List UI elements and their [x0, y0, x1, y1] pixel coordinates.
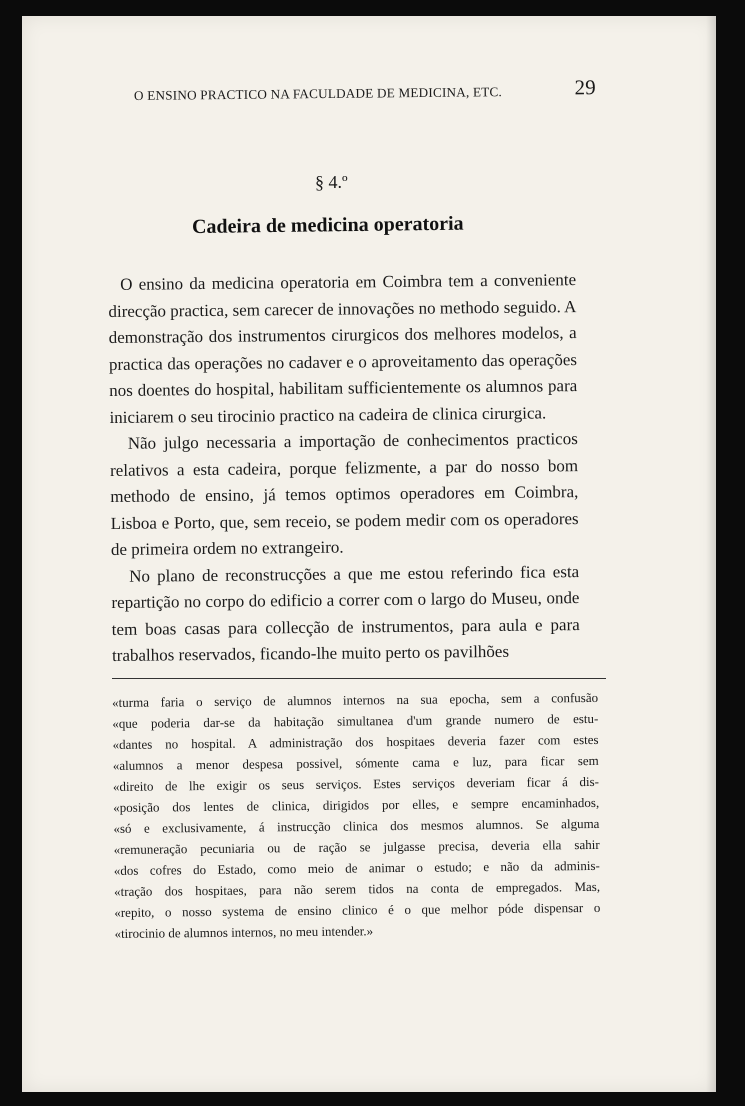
footnote-line: «tirocinio de alumnos internos, no meu intender.»	[114, 923, 374, 941]
section-title: Cadeira de medicina operatoria	[191, 212, 464, 238]
footnote-line: «repito, o nosso systema de ensino clinico é o que melhor póde dispensar o	[114, 899, 601, 920]
page-edge-shadow	[706, 16, 716, 1092]
footnote-line: «posição dos lentes de clinica, dirigidos por elles, e sempre encaminhados,	[113, 794, 600, 815]
footnote-divider	[112, 678, 606, 679]
footnote-line: «remuneração pecuniaria ou de ração se julgasse precisa, deveria ella sahir	[113, 836, 600, 857]
body-text	[108, 267, 580, 669]
section-number: § 4.º	[315, 172, 348, 192]
footnote-line: «tração dos hospitaes, para não serem tidos na conta de empregados. Mas,	[114, 878, 601, 899]
running-title: O ENSINO PRACTICO NA FACULDADE DE MEDICINA, ETC.	[133, 84, 503, 103]
footnote	[112, 687, 601, 944]
book-page	[22, 16, 716, 1092]
paragraph-2: Não julgo necessaria a importação de conhecimentos practicos relativos a esta cadeira, porque felizmente, a par do nosso bom methodo de ensino, já temos optimos operadores em Coimbra, Lisboa e Porto, que, sem receio, se podem medir com os operadores de primeira ordem no extrangeiro.	[109, 429, 579, 559]
footnote-line: «dantes no hospital. A administração dos hospitaes deveria fazer com estes	[112, 731, 599, 752]
footnote-line: «que poderia dar-se da habitação simultanea d'um grande numero de estu-	[112, 710, 599, 731]
footnote-line: «só e exclusivamente, á instrucção clinica dos mesmos alumnos. Se alguma	[113, 815, 600, 836]
running-header	[133, 75, 604, 104]
paragraph-1: O ensino da medicina operatoria em Coimbra tem a conveniente direcção practica, sem carecer de innovações no methodo seguido. A demonstração dos instrumentos cirurgicos dos melhores modelos, a practica das operações no cadaver e o aproveitamento das operações nos doentes do hospital, habilitam sufficientemente os alumnos para iniciarem o seu tirocinio practico na cadeira de clinica cirurgica.	[108, 270, 578, 427]
footnote-line: «dos cofres do Estado, como meio de animar o estudo; e não da adminis-	[113, 857, 600, 878]
paragraph-3: No plano de reconstrucções a que me estou referindo fica esta repartição no corpo do edificio a correr com o largo do Museu, onde tem boas casas para collecção de instrumentos, para aula e para trabalhos reservados, ficando-lhe muito perto os pavilhões	[111, 561, 580, 665]
page-number: 29	[574, 75, 597, 100]
footnote-line: «alumnos a menor despesa possivel, sómente cama e luz, para ficar sem	[112, 752, 599, 773]
footnote-line: «direito de lhe exigir os seus serviços. Estes serviços deveriam ficar á dis-	[112, 773, 600, 794]
footnote-line: «turma faria o serviço de alumnos internos na sua epocha, sem a confusão	[112, 689, 599, 710]
